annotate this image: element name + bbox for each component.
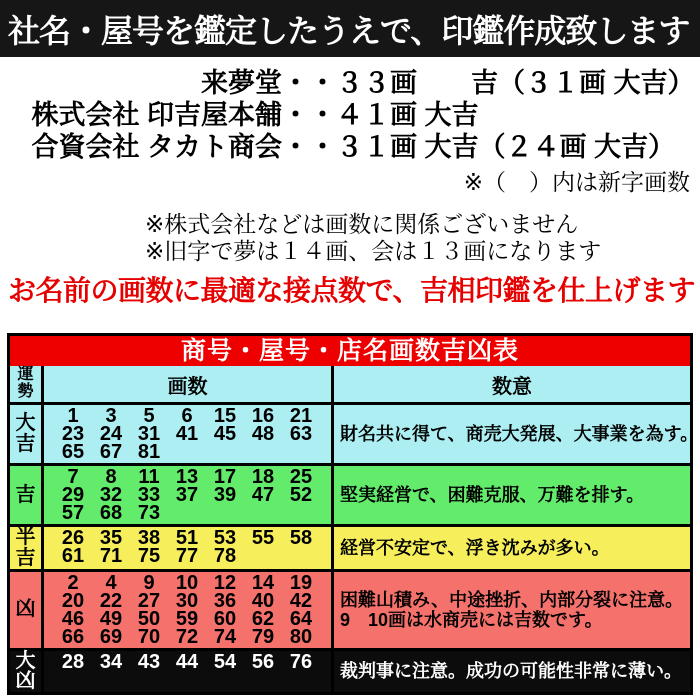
stroke-number: 77	[175, 545, 199, 567]
stroke-number: 47	[251, 484, 275, 506]
stroke-number: 68	[99, 502, 123, 524]
stroke-number: 67	[99, 441, 123, 463]
stroke-number-line	[54, 504, 331, 522]
stroke-number: 71	[99, 545, 123, 567]
fortune-row-kyo	[10, 569, 690, 648]
stroke-number: 45	[213, 423, 237, 445]
stroke-number: 51	[175, 527, 199, 549]
stroke-number: 43	[137, 650, 161, 673]
stroke-number: 80	[289, 625, 313, 648]
meaning-cell	[334, 405, 700, 463]
stroke-number: 56	[251, 650, 275, 673]
stroke-number: 72	[175, 625, 199, 648]
stroke-number: 6	[181, 405, 193, 427]
example-name: 株式会社 印吉屋本舗	[31, 100, 282, 130]
stroke-number-line	[54, 625, 331, 648]
meaning-line: 裁判事に注意。成功の可能性非常に薄い。	[340, 661, 682, 682]
stroke-number: 46	[61, 607, 85, 630]
example-result: ３１画 大吉（２４画 大吉）	[336, 132, 676, 162]
fortune-label-cell	[10, 466, 44, 524]
stroke-number: 16	[251, 405, 275, 427]
note-line-2: ※旧字で夢は１４画、会は１３画になります	[145, 238, 602, 264]
fortune-header-cell	[10, 366, 44, 402]
stroke-number: 66	[61, 625, 85, 648]
stroke-number: 55	[251, 527, 275, 549]
stroke-numbers-cell	[44, 466, 334, 524]
stroke-number-line	[54, 547, 331, 565]
stroke-number: 23	[61, 423, 85, 445]
stroke-number: 11	[138, 466, 160, 488]
meaning-cell	[334, 466, 690, 524]
stroke-number: 37	[175, 484, 199, 506]
example-row	[12, 99, 700, 131]
stroke-number: 53	[213, 527, 237, 549]
fortune-label-cell	[10, 527, 44, 569]
stroke-number: 17	[213, 466, 237, 488]
example-dots: ・・	[282, 68, 336, 98]
strokes-header-label: 画数	[167, 375, 208, 398]
stroke-number: 19	[289, 571, 313, 594]
stroke-number: 59	[175, 607, 199, 630]
stroke-number: 15	[213, 405, 237, 427]
table-header-row	[10, 366, 690, 402]
stroke-numbers-cell	[44, 651, 334, 693]
fortune-row-kichi	[10, 463, 690, 524]
stroke-number: 36	[213, 589, 237, 612]
stroke-number: 22	[99, 589, 123, 612]
stroke-number: 63	[289, 423, 313, 445]
meaning-line: 9 10画は水商売には吉数です。	[340, 609, 603, 630]
meaning-header-cell	[334, 366, 690, 402]
meaning-header-label: 数意	[492, 375, 532, 398]
stroke-number: 4	[105, 571, 117, 594]
example-dots: ・・	[282, 132, 336, 162]
table-title: 商号・屋号・店名画数吉凶表	[10, 336, 690, 366]
stroke-number: 52	[289, 484, 313, 506]
example-result: ４１画 大吉	[336, 100, 479, 130]
example-dots: ・・	[282, 100, 336, 130]
stroke-numbers-cell	[44, 405, 334, 463]
example-row	[12, 131, 700, 163]
stroke-number: 1	[67, 405, 79, 427]
banner-title: 社名・屋号を鑑定したうえで、印鑑作成致します	[8, 12, 690, 49]
stroke-number-line	[54, 486, 331, 504]
stroke-number: 35	[99, 527, 123, 549]
stroke-number-line	[54, 425, 331, 443]
stroke-number: 42	[289, 589, 313, 612]
stroke-number: 12	[213, 571, 237, 594]
stroke-number: 81	[137, 441, 161, 463]
fortune-label: 大凶	[15, 649, 36, 693]
fortune-row-hankichi	[10, 524, 690, 569]
stroke-number-line	[54, 650, 331, 673]
meaning-line: 経営不安定で、浮き沈みが多い。	[340, 537, 610, 558]
stroke-number: 54	[213, 650, 237, 673]
stroke-number: 38	[137, 527, 161, 549]
stroke-numbers-cell	[44, 527, 334, 569]
fortune-label: 大吉	[15, 412, 36, 455]
fortune-label-cell	[10, 405, 44, 463]
meaning-line: 堅実経営で、困難克服、万難を排す。	[340, 485, 645, 505]
stroke-number: 78	[213, 545, 237, 567]
stroke-number: 79	[251, 625, 275, 648]
stroke-number: 24	[99, 423, 123, 445]
stroke-number: 64	[289, 607, 313, 630]
stroke-number: 3	[105, 405, 117, 427]
stroke-number: 69	[99, 625, 123, 648]
strokes-header-cell	[44, 366, 334, 402]
example-name: 合資会社 タカト商会	[31, 132, 282, 162]
fortune-label-cell	[10, 572, 44, 648]
meaning-cell	[334, 527, 690, 569]
stroke-number: 34	[99, 650, 123, 673]
examples-section	[0, 57, 700, 163]
stroke-number: 74	[213, 625, 237, 648]
stroke-number: 39	[213, 484, 237, 506]
stroke-number: 28	[61, 650, 85, 673]
fortune-header-label: 運勢	[17, 366, 34, 400]
stroke-number: 57	[61, 502, 85, 524]
paren-note: ※（ ）内は新字画数	[463, 169, 690, 195]
stroke-number: 75	[137, 545, 161, 567]
stroke-number: 26	[61, 527, 85, 549]
stroke-number: 13	[175, 466, 199, 488]
stroke-number: 27	[137, 589, 161, 612]
fortune-row-daikichi	[10, 402, 699, 463]
stroke-number-line	[54, 607, 331, 630]
fortune-label-cell	[10, 651, 44, 693]
notes-section	[145, 211, 700, 265]
stroke-number: 44	[175, 650, 199, 673]
stroke-number: 40	[251, 589, 275, 612]
stroke-number: 61	[61, 545, 85, 567]
stroke-numbers-cell	[44, 572, 334, 648]
note-line-1: ※株式会社などは画数に関係ございません	[145, 211, 579, 237]
meaning-line: 財名共に得て、商売大発展、大事業を為す。	[340, 424, 699, 444]
stroke-number-line	[54, 443, 331, 461]
example-name: 来夢堂	[201, 68, 282, 98]
stroke-number: 25	[289, 466, 313, 488]
stroke-number: 32	[99, 484, 123, 506]
slogan-text: お名前の画数に最適な接点数で、吉相印鑑を仕上げます	[8, 275, 695, 306]
fortune-row-daikyo	[10, 648, 690, 693]
fortune-label: 凶	[15, 598, 36, 621]
stroke-number: 7	[67, 466, 79, 488]
fortune-label: 吉	[15, 483, 36, 506]
stroke-number: 29	[61, 484, 85, 506]
stroke-number: 49	[99, 607, 123, 630]
stroke-number: 76	[289, 650, 313, 673]
stroke-number: 58	[289, 527, 313, 549]
stroke-number: 2	[67, 571, 79, 594]
top-banner	[0, 0, 700, 57]
stroke-number: 41	[175, 423, 199, 445]
stroke-number-line	[54, 571, 331, 594]
stroke-number: 20	[61, 589, 85, 612]
stroke-number: 14	[251, 571, 275, 594]
stroke-number: 62	[251, 607, 275, 630]
stroke-number: 48	[251, 423, 275, 445]
stroke-number-line	[54, 589, 331, 612]
stroke-number: 9	[143, 571, 155, 594]
stroke-number: 73	[137, 502, 161, 524]
stroke-number: 70	[137, 625, 161, 648]
stroke-number: 21	[289, 405, 313, 427]
fortune-label: 半吉	[15, 526, 36, 569]
example-result: ３３画 吉（３１画 大吉）	[336, 68, 695, 98]
stroke-number: 18	[251, 466, 275, 488]
fortune-table	[7, 333, 699, 695]
meaning-line: 困難山積み、中途挫折、内部分裂に注意。	[340, 589, 684, 610]
meaning-cell	[334, 651, 690, 693]
stroke-number: 60	[213, 607, 237, 630]
stroke-number: 33	[137, 484, 161, 506]
example-row	[12, 67, 700, 99]
stroke-number: 65	[61, 441, 85, 463]
stroke-number: 31	[137, 423, 161, 445]
stroke-number: 50	[137, 607, 161, 630]
stroke-number: 8	[105, 466, 117, 488]
meaning-cell	[334, 572, 690, 648]
stroke-number: 30	[175, 589, 199, 612]
stroke-number: 10	[175, 571, 199, 594]
stroke-number: 5	[143, 405, 155, 427]
